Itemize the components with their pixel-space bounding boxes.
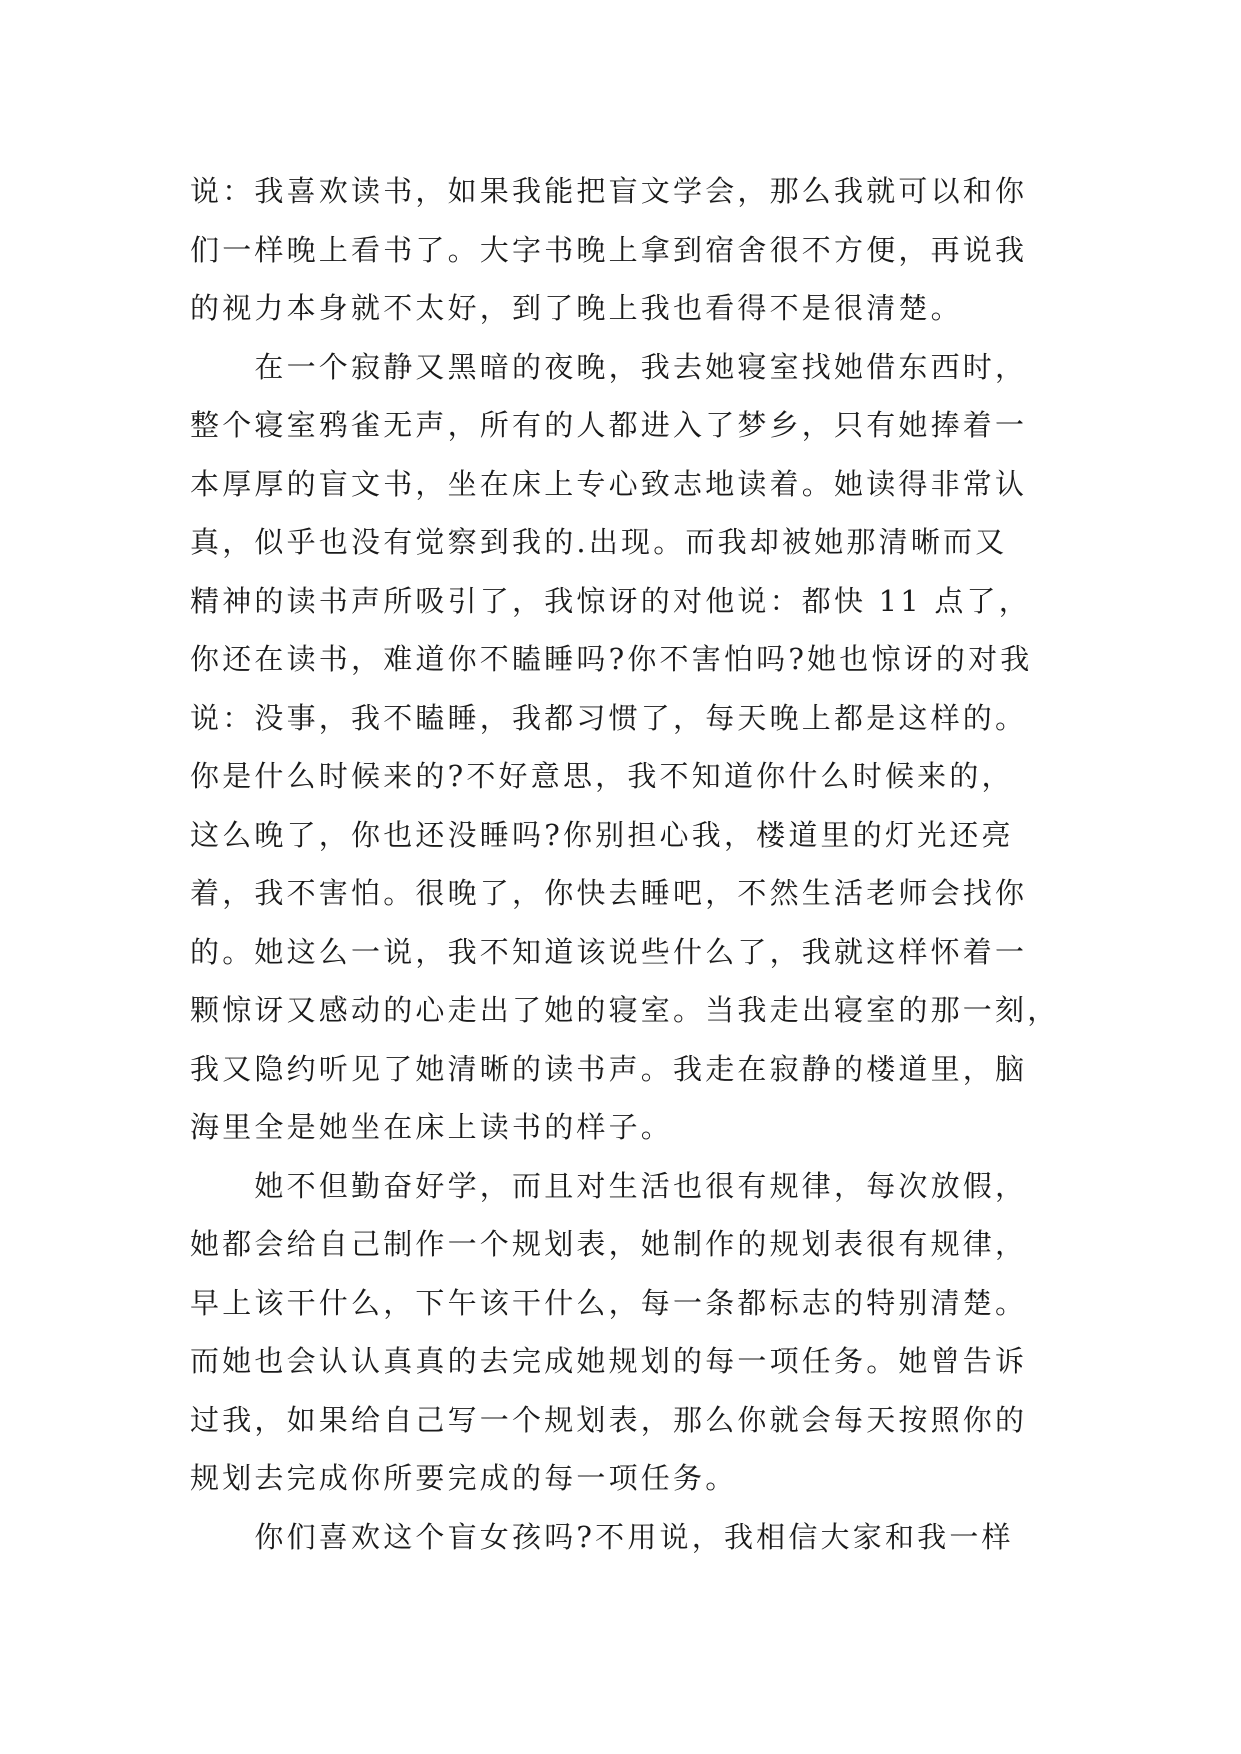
- text-line: 海里全是她坐在床上读书的样子。: [190, 1110, 674, 1144]
- text-line: 规划去完成你所要完成的每一项任务。: [190, 1461, 738, 1495]
- text-line: 说：没事，我不瞌睡，我都习惯了，每天晚上都是这样的。: [190, 700, 1028, 735]
- text-line: 我又隐约听见了她清晰的读书声。我走在寂静的楼道里，脑: [190, 1051, 1028, 1086]
- text-line: 颗惊讶又感动的心走出了她的寝室。当我走出寝室的那一刻，: [190, 993, 1060, 1027]
- text-line: 说：我喜欢读书，如果我能把盲文学会，那么我就可以和你: [190, 174, 1028, 208]
- text-line: 你还在读书，难道你不瞌睡吗?你不害怕吗?她也惊讶的对我: [190, 642, 1033, 676]
- text-line: 精神的读书声所吸引了，我惊讶的对他说：都快 11 点了，: [190, 583, 1031, 618]
- paragraph-3: [190, 1157, 1090, 1508]
- text-line: 她不但勤奋好学，而且对生活也很有规律，每次放假，: [190, 1168, 1028, 1203]
- body-text: [190, 162, 1090, 1566]
- text-line: 过我，如果给自己写一个规划表，那么你就会每天按照你的: [190, 1402, 1028, 1437]
- text-line: 们一样晚上看书了。大字书晚上拿到宿舍很不方便，再说我: [190, 232, 1028, 267]
- text-line: 真，似乎也没有觉察到我的.出现。而我却被她那清晰而又: [190, 525, 1008, 559]
- text-line: 而她也会认认真真的去完成她规划的每一项任务。她曾告诉: [190, 1344, 1028, 1378]
- text-line: 这么晚了，你也还没睡吗?你别担心我，楼道里的灯光还亮: [190, 817, 1014, 852]
- text-line: 你们喜欢这个盲女孩吗?不用说，我相信大家和我一样: [190, 1519, 1014, 1554]
- text-line: 早上该干什么，下午该干什么，每一条都标志的特别清楚。: [190, 1285, 1028, 1320]
- text-line: 的视力本身就不太好，到了晚上我也看得不是很清楚。: [190, 291, 963, 325]
- text-line: 她都会给自己制作一个规划表，她制作的规划表很有规律，: [190, 1227, 1028, 1261]
- paragraph-2: [190, 338, 1090, 1157]
- paragraph-1: [190, 162, 1090, 338]
- text-line: 整个寝室鸦雀无声，所有的人都进入了梦乡，只有她捧着一: [190, 408, 1028, 442]
- paragraph-4: [190, 1508, 1090, 1567]
- text-line: 在一个寂静又黑暗的夜晚，我去她寝室找她借东西时，: [190, 349, 1028, 384]
- text-line: 的。她这么一说，我不知道该说些什么了，我就这样怀着一: [190, 934, 1028, 969]
- text-line: 本厚厚的盲文书，坐在床上专心致志地读着。她读得非常认: [190, 466, 1028, 501]
- text-line: 你是什么时候来的?不好意思，我不知道你什么时候来的，: [190, 759, 1014, 793]
- text-line: 着，我不害怕。很晚了，你快去睡吧，不然生活老师会找你: [190, 876, 1028, 910]
